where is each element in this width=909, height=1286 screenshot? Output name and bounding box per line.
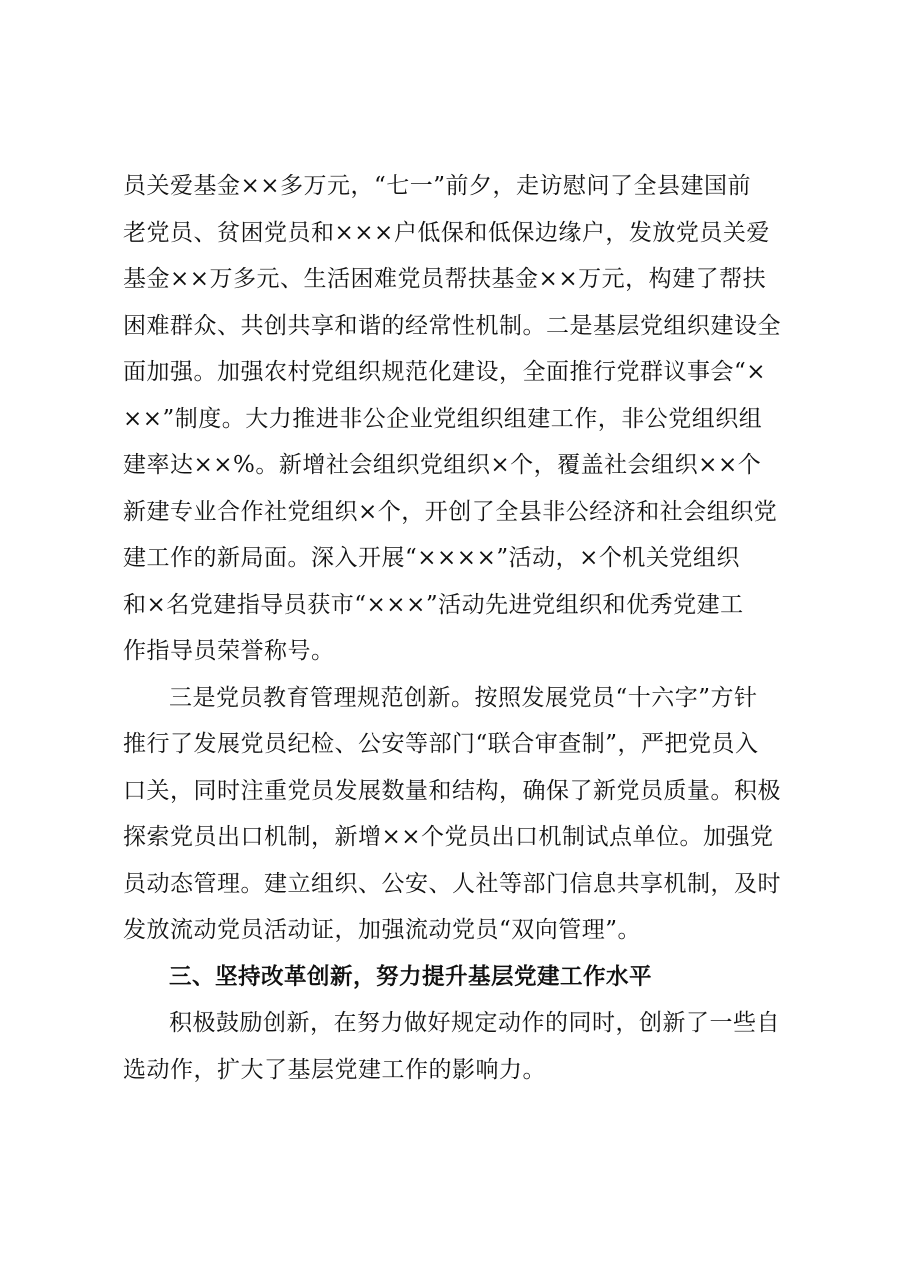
text-line: 困难群众、共创共享和谐的经常性机制。二是基层党组织建设全	[123, 312, 781, 339]
text-line: 建率达××%。新增社会组织党组织×个，覆盖社会组织××个	[123, 452, 762, 478]
text-line: 推行了发展党员纪检、公安等部门“联合审查制”，严把党员入	[123, 731, 759, 757]
text-line: 新建专业合作社党组织×个，开创了全县非公经济和社会组织党	[123, 498, 778, 525]
text-line: 发放流动党员活动证，加强流动党员“双向管理”。	[123, 917, 642, 943]
section-heading: 三、坚持改革创新，努力提升基层党建工作水平	[169, 963, 653, 990]
text-line: ××”制度。大力推进非公企业党组织组建工作，非公党组织组	[123, 405, 763, 432]
text-line: 员关爱基金××多万元，“七一”前夕，走访慰问了全县建国前	[123, 173, 752, 199]
text-line: 老党员、贫困党员和×××户低保和低保边缘户，发放党员关爱	[123, 219, 770, 246]
text-line: 基金××万多元、生活困难党员帮扶基金××万元，构建了帮扶	[123, 266, 767, 292]
text-line: 选动作，扩大了基层党建工作的影响力。	[123, 1056, 546, 1083]
paragraph-first-line: 积极鼓励创新，在努力做好规定动作的同时，创新了一些自	[169, 1010, 780, 1036]
text-line: 口关，同时注重党员发展数量和结构，确保了新党员质量。积极	[123, 777, 781, 804]
paragraph-first-line: 三是党员教育管理规范创新。按照发展党员“十六字”方针	[169, 684, 758, 711]
text-line: 探索党员出口机制，新增××个党员出口机制试点单位。加强党	[123, 824, 774, 850]
text-line: 作指导员荣誉称号。	[123, 638, 335, 664]
document-body	[123, 163, 803, 1093]
text-line: 和×名党建指导员获市“×××”活动先进党组织和优秀党建工	[123, 591, 744, 618]
text-line: 面加强。加强农村党组织规范化建设，全面推行党群议事会“×	[123, 359, 767, 385]
text-line: 员动态管理。建立组织、公安、人社等部门信息共享机制，及时	[123, 870, 781, 897]
text-line: 建工作的新局面。深入开展“××××”活动，×个机关党组织	[123, 545, 740, 571]
